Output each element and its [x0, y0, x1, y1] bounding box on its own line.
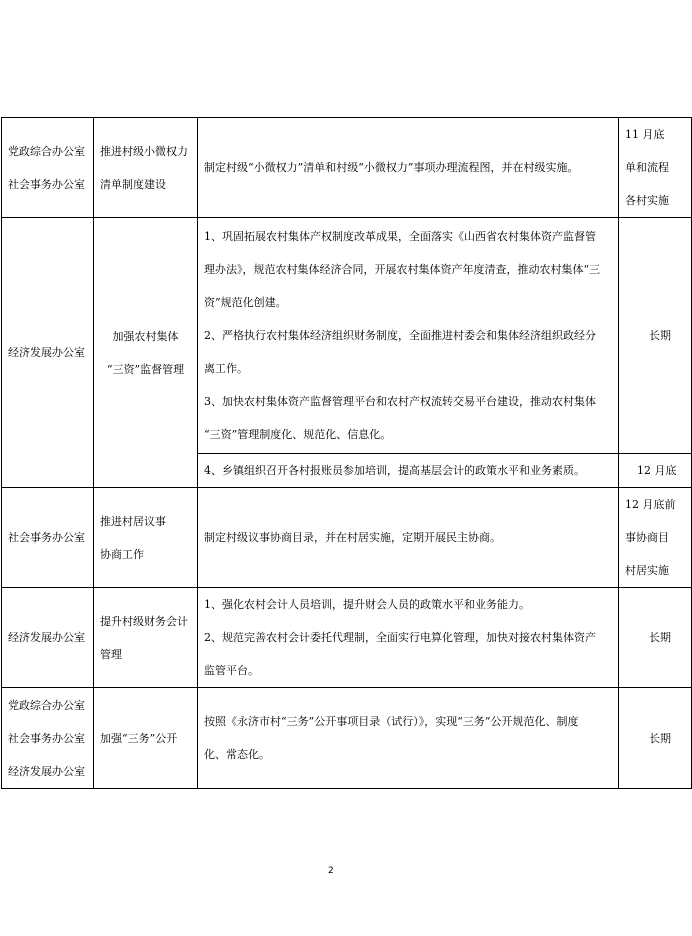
- department-cell: 经济发展办公室: [2, 588, 94, 688]
- table-row: [2, 588, 692, 688]
- task-item-cell: 加强“三务”公开: [94, 688, 198, 789]
- deadline-cell: 长期: [619, 688, 692, 789]
- task-item-cell: 推进村级小微权力 清单制度建设: [94, 118, 198, 218]
- task-content-cell: 按照《永济市村“三务”公开事项目录（试行）》，实现“三务”公开规范化、制度 化、常态化。: [198, 688, 619, 789]
- department-cell: 党政综合办公室 社会事务办公室 经济发展办公室: [2, 688, 94, 789]
- task-item-cell: 提升村级财务会计 管理: [94, 588, 198, 688]
- task-content-cell: 制定村级议事协商目录，并在村居实施，定期开展民主协商。: [198, 488, 619, 588]
- task-item-cell: 加强农村集体 “三资”监督管理: [94, 218, 198, 488]
- table-row: [2, 218, 692, 454]
- deadline-cell: 长期: [619, 588, 692, 688]
- task-content-cell: 1、强化农村会计人员培训，提升财会人员的政策水平和业务能力。 2、规范完善农村会计委托代理制，全面实行电算化管理，加快对接农村集体资产 监管平台。: [198, 588, 619, 688]
- table-row: [2, 488, 692, 588]
- deadline-cell: 长期: [619, 218, 692, 454]
- task-content-cell: 1、巩固拓展农村集体产权制度改革成果，全面落实《山西省农村集体资产监督管 理办法》，规范农村集体经济合同，开展农村集体资产年度清查，推动农村集体“三 资”规范化创建。 2、严格执行农村集体经济组织财务制度，全面推进村委会和集体经济组织政经分 离工作。 3、加快农村集体资产监督管理平台和农村产权流转交易平台建设，推动农村集体 “三资”管理制度化、规范化、信息化。: [198, 218, 619, 454]
- department-cell: 党政综合办公室 社会事务办公室: [2, 118, 94, 218]
- table-row: [2, 118, 692, 218]
- task-content-cell: 制定村级“小微权力”清单和村级“小微权力”事项办理流程图，并在村级实施。: [198, 118, 619, 218]
- deadline-cell: 12 月底前 事协商目 村居实施: [619, 488, 692, 588]
- department-cell: 经济发展办公室: [2, 218, 94, 488]
- task-table: [1, 117, 692, 789]
- deadline-cell: 11 月底 单和流程 各村实施: [619, 118, 692, 218]
- page-number: 2: [328, 866, 334, 876]
- table-row: [2, 688, 692, 789]
- task-item-cell: 推进村居议事 协商工作: [94, 488, 198, 588]
- task-content-cell: 4、乡镇组织召开各村报账员参加培训，提高基层会计的政策水平和业务素质。: [198, 454, 619, 488]
- deadline-cell: 12 月底: [619, 454, 692, 488]
- department-cell: 社会事务办公室: [2, 488, 94, 588]
